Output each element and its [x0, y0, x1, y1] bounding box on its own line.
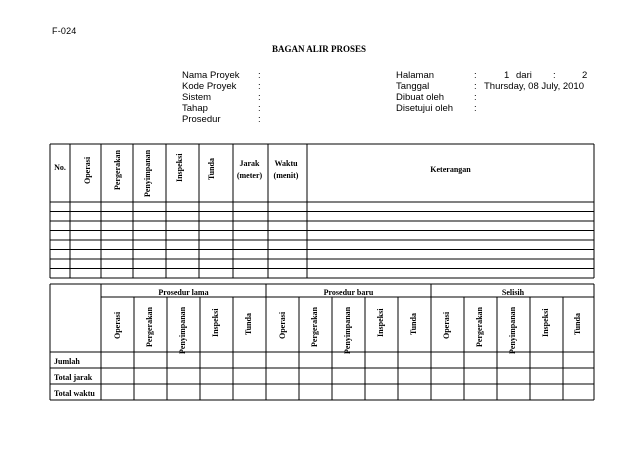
header-sep: : [258, 114, 261, 125]
col-header-keterangan: Keterangan [430, 165, 471, 174]
form-code: F-024 [52, 26, 77, 36]
group-header-selisih: Selisih [501, 288, 525, 297]
t2-selisih-operasi: Operasi [442, 311, 451, 339]
header-label-dibuat-oleh: Dibuat oleh [396, 92, 445, 103]
t2-selisih-pergerakan: Pergerakan [475, 307, 484, 347]
col-header-waktu: Waktu [274, 159, 298, 168]
header-label-prosedur: Prosedur [182, 114, 221, 125]
col-header-jarak: Jarak [239, 159, 260, 168]
col-header-penyimpanan: Penyimpanan [143, 149, 152, 197]
header-sep: : [258, 103, 261, 114]
col-header-operasi: Operasi [83, 156, 92, 184]
t2-baru-inspeksi: Inspeksi [376, 308, 385, 337]
page-sep: : [553, 70, 556, 81]
col-header-tunda: Tunda [207, 158, 216, 180]
row-label-jumlah: Jumlah [54, 357, 80, 366]
header-sep: : [474, 70, 477, 81]
group-header-prosedur-lama: Prosedur lama [158, 288, 209, 297]
col-header-no: No. [54, 163, 66, 172]
header-label-tanggal: Tanggal [396, 81, 430, 92]
group-header-prosedur-baru: Prosedur baru [323, 288, 374, 297]
t2-lama-operasi: Operasi [113, 311, 122, 339]
header-label-tahap: Tahap [182, 103, 208, 114]
col-header-waktu-unit: (menit) [273, 171, 299, 180]
row-label-total-waktu: Total waktu [54, 389, 95, 398]
t2-baru-pergerakan: Pergerakan [310, 307, 319, 347]
t2-lama-pergerakan: Pergerakan [145, 307, 154, 347]
t2-lama-inspeksi: Inspeksi [211, 308, 220, 337]
header-label-sistem: Sistem [182, 92, 212, 103]
header-label-nama-proyek: Nama Proyek [182, 70, 240, 81]
t2-lama-penyimpanan: Penyimpanan [178, 306, 187, 354]
col-header-pergerakan: Pergerakan [113, 150, 122, 190]
page-current: 1 [504, 70, 510, 81]
header-label-disetujui-oleh: Disetujui oleh [396, 103, 454, 114]
t2-baru-operasi: Operasi [278, 311, 287, 339]
t2-selisih-tunda: Tunda [573, 313, 582, 335]
page-total: 2 [582, 70, 588, 81]
header-date-value: Thursday, 08 July, 2010 [484, 81, 584, 92]
header-label-kode-proyek: Kode Proyek [182, 81, 237, 92]
col-header-jarak-unit: (meter) [236, 171, 263, 180]
t2-lama-tunda: Tunda [244, 313, 253, 335]
page-of-label: dari [516, 70, 532, 81]
t2-selisih-penyimpanan: Penyimpanan [508, 306, 517, 354]
header-label-halaman: Halaman [396, 70, 435, 81]
page-title: BAGAN ALIR PROSES [271, 44, 367, 54]
header-sep: : [258, 81, 261, 92]
col-header-inspeksi: Inspeksi [175, 153, 184, 182]
t2-baru-tunda: Tunda [409, 313, 418, 335]
header-sep: : [258, 92, 261, 103]
row-label-total-jarak: Total jarak [54, 373, 93, 382]
t2-baru-penyimpanan: Penyimpanan [343, 306, 352, 354]
header-sep: : [258, 70, 261, 81]
header-sep: : [474, 81, 477, 92]
t2-selisih-inspeksi: Inspeksi [541, 308, 550, 337]
header-sep: : [474, 92, 477, 103]
header-sep: : [474, 103, 477, 114]
